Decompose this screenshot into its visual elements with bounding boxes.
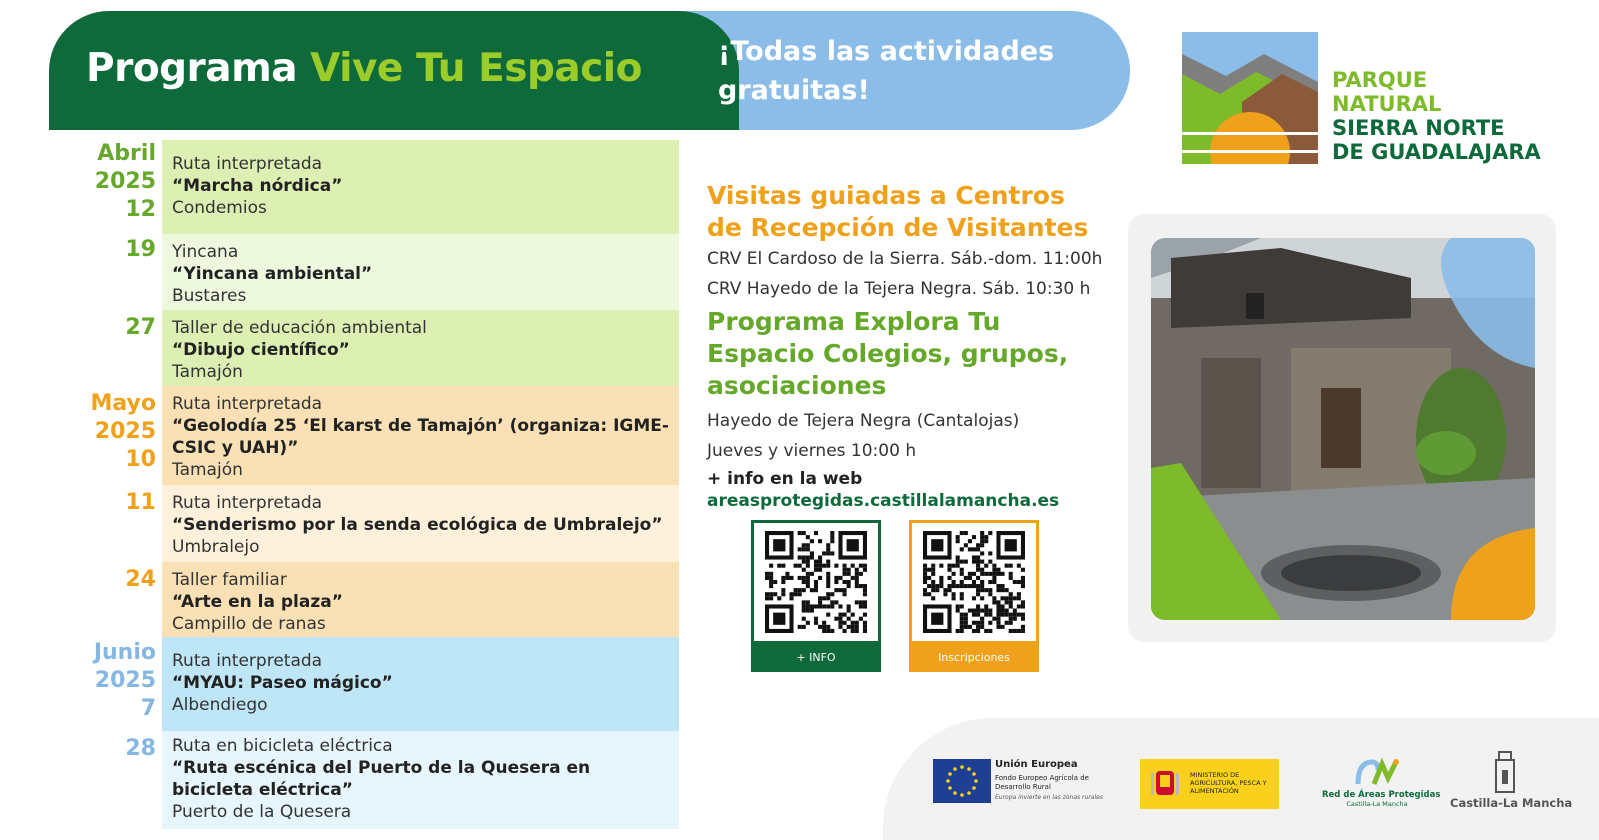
schedule-cell xyxy=(162,386,679,485)
visit-line-hayedo: CRV Hayedo de la Tejera Negra. Sáb. 10:30 h xyxy=(707,279,1091,299)
rap-title: Red de Áreas Protegidas xyxy=(1322,790,1441,800)
schedule-row xyxy=(80,386,680,485)
clm-castle-icon xyxy=(1492,750,1518,794)
park-logo-icon xyxy=(1182,32,1318,164)
schedule-date xyxy=(80,562,162,637)
schedule-day: 12 xyxy=(125,197,156,222)
visits-title: Visitas guiadas a Centros de Recepción de Visitantes xyxy=(707,181,1089,242)
activity-name: “Ruta escénica del Puerto de la Quesera en bicicleta eléctrica” xyxy=(172,758,591,800)
schedule-cell xyxy=(162,310,679,386)
spain-shield-icon xyxy=(1148,767,1182,801)
activity-place: Tamajón xyxy=(172,460,243,480)
schedule-day: 7 xyxy=(140,696,156,721)
schedule-month: Junio xyxy=(93,640,156,665)
eu-flag-icon xyxy=(933,759,991,803)
red-areas-protegidas-logo xyxy=(1322,756,1441,808)
schedule-year: 2025 xyxy=(94,668,156,693)
page-title xyxy=(86,46,642,91)
free-activities-text: ¡Todas las actividades gratuitas! xyxy=(718,36,1055,106)
activity-place: Tamajón xyxy=(172,362,243,382)
schedule-row xyxy=(80,562,680,637)
schedule-date xyxy=(80,731,162,829)
ministry-text: MINISTERIO DE AGRICULTURA, PESCA Y ALIMENTACIÓN xyxy=(1190,771,1267,795)
schedule-list xyxy=(80,140,680,829)
schedule-day: 11 xyxy=(125,490,156,515)
schedule-row xyxy=(80,731,680,829)
activity-place: Puerto de la Quesera xyxy=(172,802,352,822)
park-logo-text xyxy=(1332,68,1541,164)
activity-name: “Geolodía 25 ‘El karst de Tamajón’ (organiza: IGME-CSIC y UAH)” xyxy=(172,416,669,458)
activity-type: Yincana xyxy=(172,242,239,262)
schedule-row xyxy=(80,637,680,731)
logo-line-parque: PARQUE xyxy=(1332,68,1428,92)
castilla-la-mancha-logo xyxy=(1450,750,1573,810)
schedule-cell xyxy=(162,731,679,829)
activity-type: Ruta interpretada xyxy=(172,154,323,174)
activity-place: Condemios xyxy=(172,198,267,218)
activity-name: “Marcha nórdica” xyxy=(172,176,343,196)
schedule-year: 2025 xyxy=(94,169,156,194)
ministry-logo xyxy=(1140,759,1279,809)
activity-place: Albendiego xyxy=(172,695,268,715)
activity-name: “MYAU: Paseo mágico” xyxy=(172,673,393,693)
schedule-day: 28 xyxy=(125,736,156,761)
schedule-day: 10 xyxy=(125,447,156,472)
eu-title: Unión Europea xyxy=(995,759,1078,770)
schedule-day: 27 xyxy=(125,315,156,340)
schedule-row xyxy=(80,310,680,386)
activity-name: “Yincana ambiental” xyxy=(172,264,373,284)
village-photo-icon xyxy=(1151,238,1535,620)
schedule-cell xyxy=(162,562,679,637)
schedule-date xyxy=(80,637,162,731)
explora-schedule: Jueves y viernes 10:00 h xyxy=(707,441,917,461)
activity-name: “Arte en la plaza” xyxy=(172,592,343,612)
title-program: Programa xyxy=(86,46,298,91)
qr-inscripciones-label: Inscripciones xyxy=(909,644,1039,672)
schedule-day: 24 xyxy=(125,567,156,592)
activity-place: Campillo de ranas xyxy=(172,614,326,634)
schedule-cell xyxy=(162,485,679,562)
schedule-date xyxy=(80,310,162,386)
schedule-year: 2025 xyxy=(94,419,156,444)
clm-text: Castilla-La Mancha xyxy=(1450,796,1573,810)
eu-motto: Europa invierte en las zonas rurales xyxy=(995,794,1103,801)
schedule-cell xyxy=(162,637,679,731)
schedule-month: Abril xyxy=(97,141,156,166)
logo-line-guadalajara: DE GUADALAJARA xyxy=(1332,140,1541,164)
title-vive-tu-espacio: Vive Tu Espacio xyxy=(310,46,642,91)
logo-line-sierra-norte: SIERRA NORTE xyxy=(1332,116,1505,140)
activity-type: Ruta interpretada xyxy=(172,394,323,414)
rap-logo-icon xyxy=(1354,756,1400,788)
schedule-date xyxy=(80,234,162,310)
activity-place: Bustares xyxy=(172,286,247,306)
activity-name: “Senderismo por la senda ecológica de Umbralejo” xyxy=(172,515,663,535)
qr-code-icon xyxy=(923,528,1025,636)
rap-subtitle: Castilla-La Mancha xyxy=(1346,800,1408,808)
activity-type: Ruta interpretada xyxy=(172,493,323,513)
activity-type: Ruta en bicicleta eléctrica xyxy=(172,736,393,756)
schedule-cell xyxy=(162,140,679,234)
schedule-date xyxy=(80,485,162,562)
schedule-cell xyxy=(162,234,679,310)
schedule-date xyxy=(80,140,162,234)
logo-line-natural: NATURAL xyxy=(1332,92,1442,116)
explora-title: Programa Explora Tu Espacio Colegios, grupos, asociaciones xyxy=(707,307,1069,400)
schedule-row xyxy=(80,485,680,562)
info-column xyxy=(707,180,1107,512)
activity-place: Umbralejo xyxy=(172,537,260,557)
schedule-day: 19 xyxy=(125,237,156,262)
qr-info-label: + INFO xyxy=(751,644,881,672)
activity-type: Taller de educación ambiental xyxy=(172,318,427,338)
qr-inscripciones[interactable] xyxy=(909,520,1039,672)
qr-code-icon xyxy=(765,528,867,636)
explora-place: Hayedo de Tejera Negra (Cantalojas) xyxy=(707,411,1020,431)
qr-info[interactable] xyxy=(751,520,881,672)
schedule-date xyxy=(80,386,162,485)
activity-name: “Dibujo científico” xyxy=(172,340,350,360)
activity-type: Taller familiar xyxy=(172,570,287,590)
web-url-link[interactable]: areasprotegidas.castillalamancha.es xyxy=(707,491,1060,511)
web-info-label: + info en la web xyxy=(707,469,863,489)
eu-fund: Fondo Europeo Agrícola de Desarrollo Rural xyxy=(995,774,1089,791)
visit-line-cardoso: CRV El Cardoso de la Sierra. Sáb.-dom. 11:00h xyxy=(707,249,1103,269)
schedule-row xyxy=(80,140,680,234)
schedule-row xyxy=(80,234,680,310)
activity-type: Ruta interpretada xyxy=(172,651,323,671)
schedule-month: Mayo xyxy=(90,391,156,416)
